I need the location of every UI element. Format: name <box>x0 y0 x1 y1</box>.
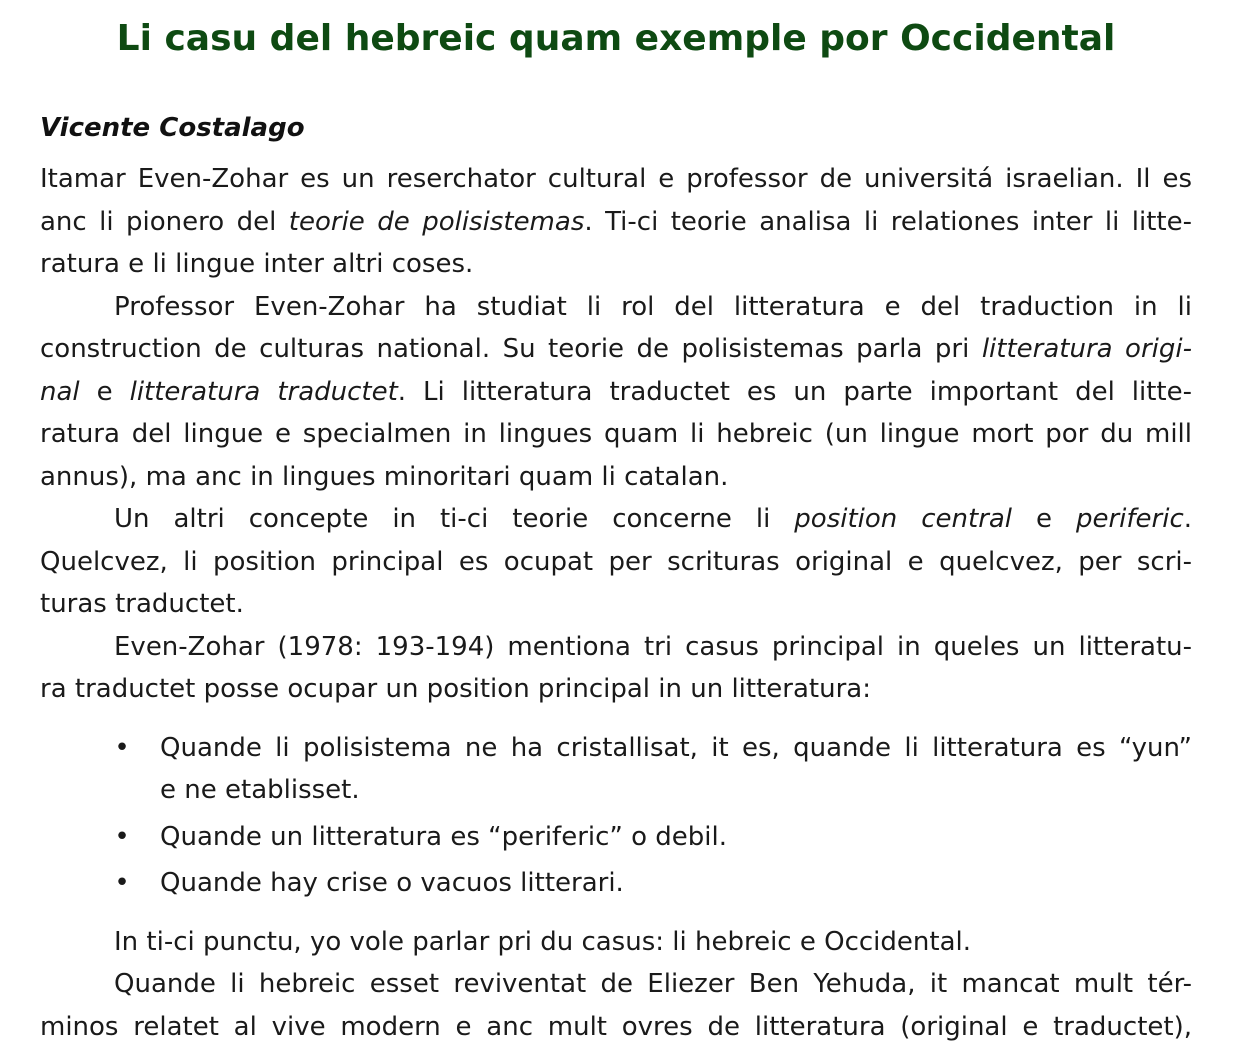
list-item-line: e ne etablisset. <box>160 775 360 805</box>
paragraph-6 <box>40 963 1192 1048</box>
paragraph-3 <box>40 498 1192 626</box>
text-run: . Ti-ci teorie analisa li relationes inter li litte- <box>584 206 1192 237</box>
article-body <box>40 158 1192 1048</box>
bullet-list <box>40 727 1192 905</box>
emphasis-term: teorie de polisistemas <box>288 206 585 237</box>
paragraph-line <box>40 201 1192 244</box>
paragraph-line: ra traductet posse ocupar un position principal in un litteratura: <box>40 674 871 704</box>
paragraph-line: ratura e li lingue inter altri coses. <box>40 249 474 279</box>
text-run: anc li pionero del <box>40 206 289 237</box>
list-item <box>40 816 1192 859</box>
article-title: Li casu del hebreic quam exemple por Occidental <box>116 18 1116 59</box>
text-run: e <box>79 376 130 407</box>
paragraph-line: Professor Even-Zohar ha studiat li rol del litteratura e del traduction in li <box>114 291 1192 322</box>
paragraph-2 <box>40 286 1192 499</box>
paragraph-line: turas traductet. <box>40 589 244 619</box>
paragraph-5 <box>40 921 1192 964</box>
paragraph-line: ratura del lingue e specialmen in lingues quam li hebreic (un lingue mort por du mill <box>40 419 1192 449</box>
paragraph-line <box>40 328 1192 371</box>
paragraph-4 <box>40 626 1192 711</box>
paragraph-line <box>40 371 1192 414</box>
bullet-icon: • <box>114 732 130 763</box>
bullet-icon: • <box>114 868 130 898</box>
paragraph-line <box>40 498 1192 541</box>
emphasis-term: litteratura traductet <box>129 376 398 407</box>
text-run: . <box>1183 504 1192 534</box>
emphasis-term: litteratura origi- <box>981 334 1192 364</box>
text-run: e <box>1012 504 1076 534</box>
article-author: Vicente Costalago <box>40 113 305 143</box>
paragraph-1 <box>40 158 1192 286</box>
paragraph-line: Quande li hebreic esset reviventat de Eliezer Ben Yehuda, it mancat mult tér- <box>114 969 1192 999</box>
paragraph-line: annus), ma anc in lingues minoritari quam li catalan. <box>40 461 729 492</box>
document-page <box>40 0 1192 1048</box>
emphasis-term: periferic <box>1075 504 1184 534</box>
list-item-line: Quande li polisistema ne ha cristallisat, it es, quande li litteratura es “yun” <box>160 732 1192 763</box>
bullet-icon: • <box>114 821 130 852</box>
text-run: . Li litteratura traductet es un parte important del litte- <box>397 376 1192 407</box>
paragraph-line: In ti-ci punctu, yo vole parlar pri du casus: li hebreic e Occidental. <box>114 926 971 957</box>
text-run: construction de culturas national. Su teorie de polisistemas parla pri <box>40 334 982 364</box>
paragraph-line: Itamar Even-Zohar es un reserchator cultural e professor de universitá israelian. Il es <box>40 164 1192 194</box>
list-item <box>40 862 1192 905</box>
paragraph-line: Even-Zohar (1978: 193-194) mentiona tri casus principal in queles un litteratu- <box>114 631 1192 662</box>
paragraph-line: Quelcvez, li position principal es ocupat per scrituras original e quelcvez, per scri- <box>40 546 1192 577</box>
list-item-line: Quande un litteratura es “periferic” o debil. <box>160 821 728 852</box>
text-run: Un altri concepte in ti-ci teorie concerne li <box>114 504 795 534</box>
emphasis-term: position central <box>794 504 1013 534</box>
list-item <box>40 727 1192 812</box>
list-item-line: Quande hay crise o vacuos litterari. <box>160 868 624 898</box>
emphasis-term: nal <box>40 376 80 407</box>
paragraph-line: minos relatet al vive modern e anc mult ovres de litteratura (original e traductet), <box>40 1011 1192 1042</box>
